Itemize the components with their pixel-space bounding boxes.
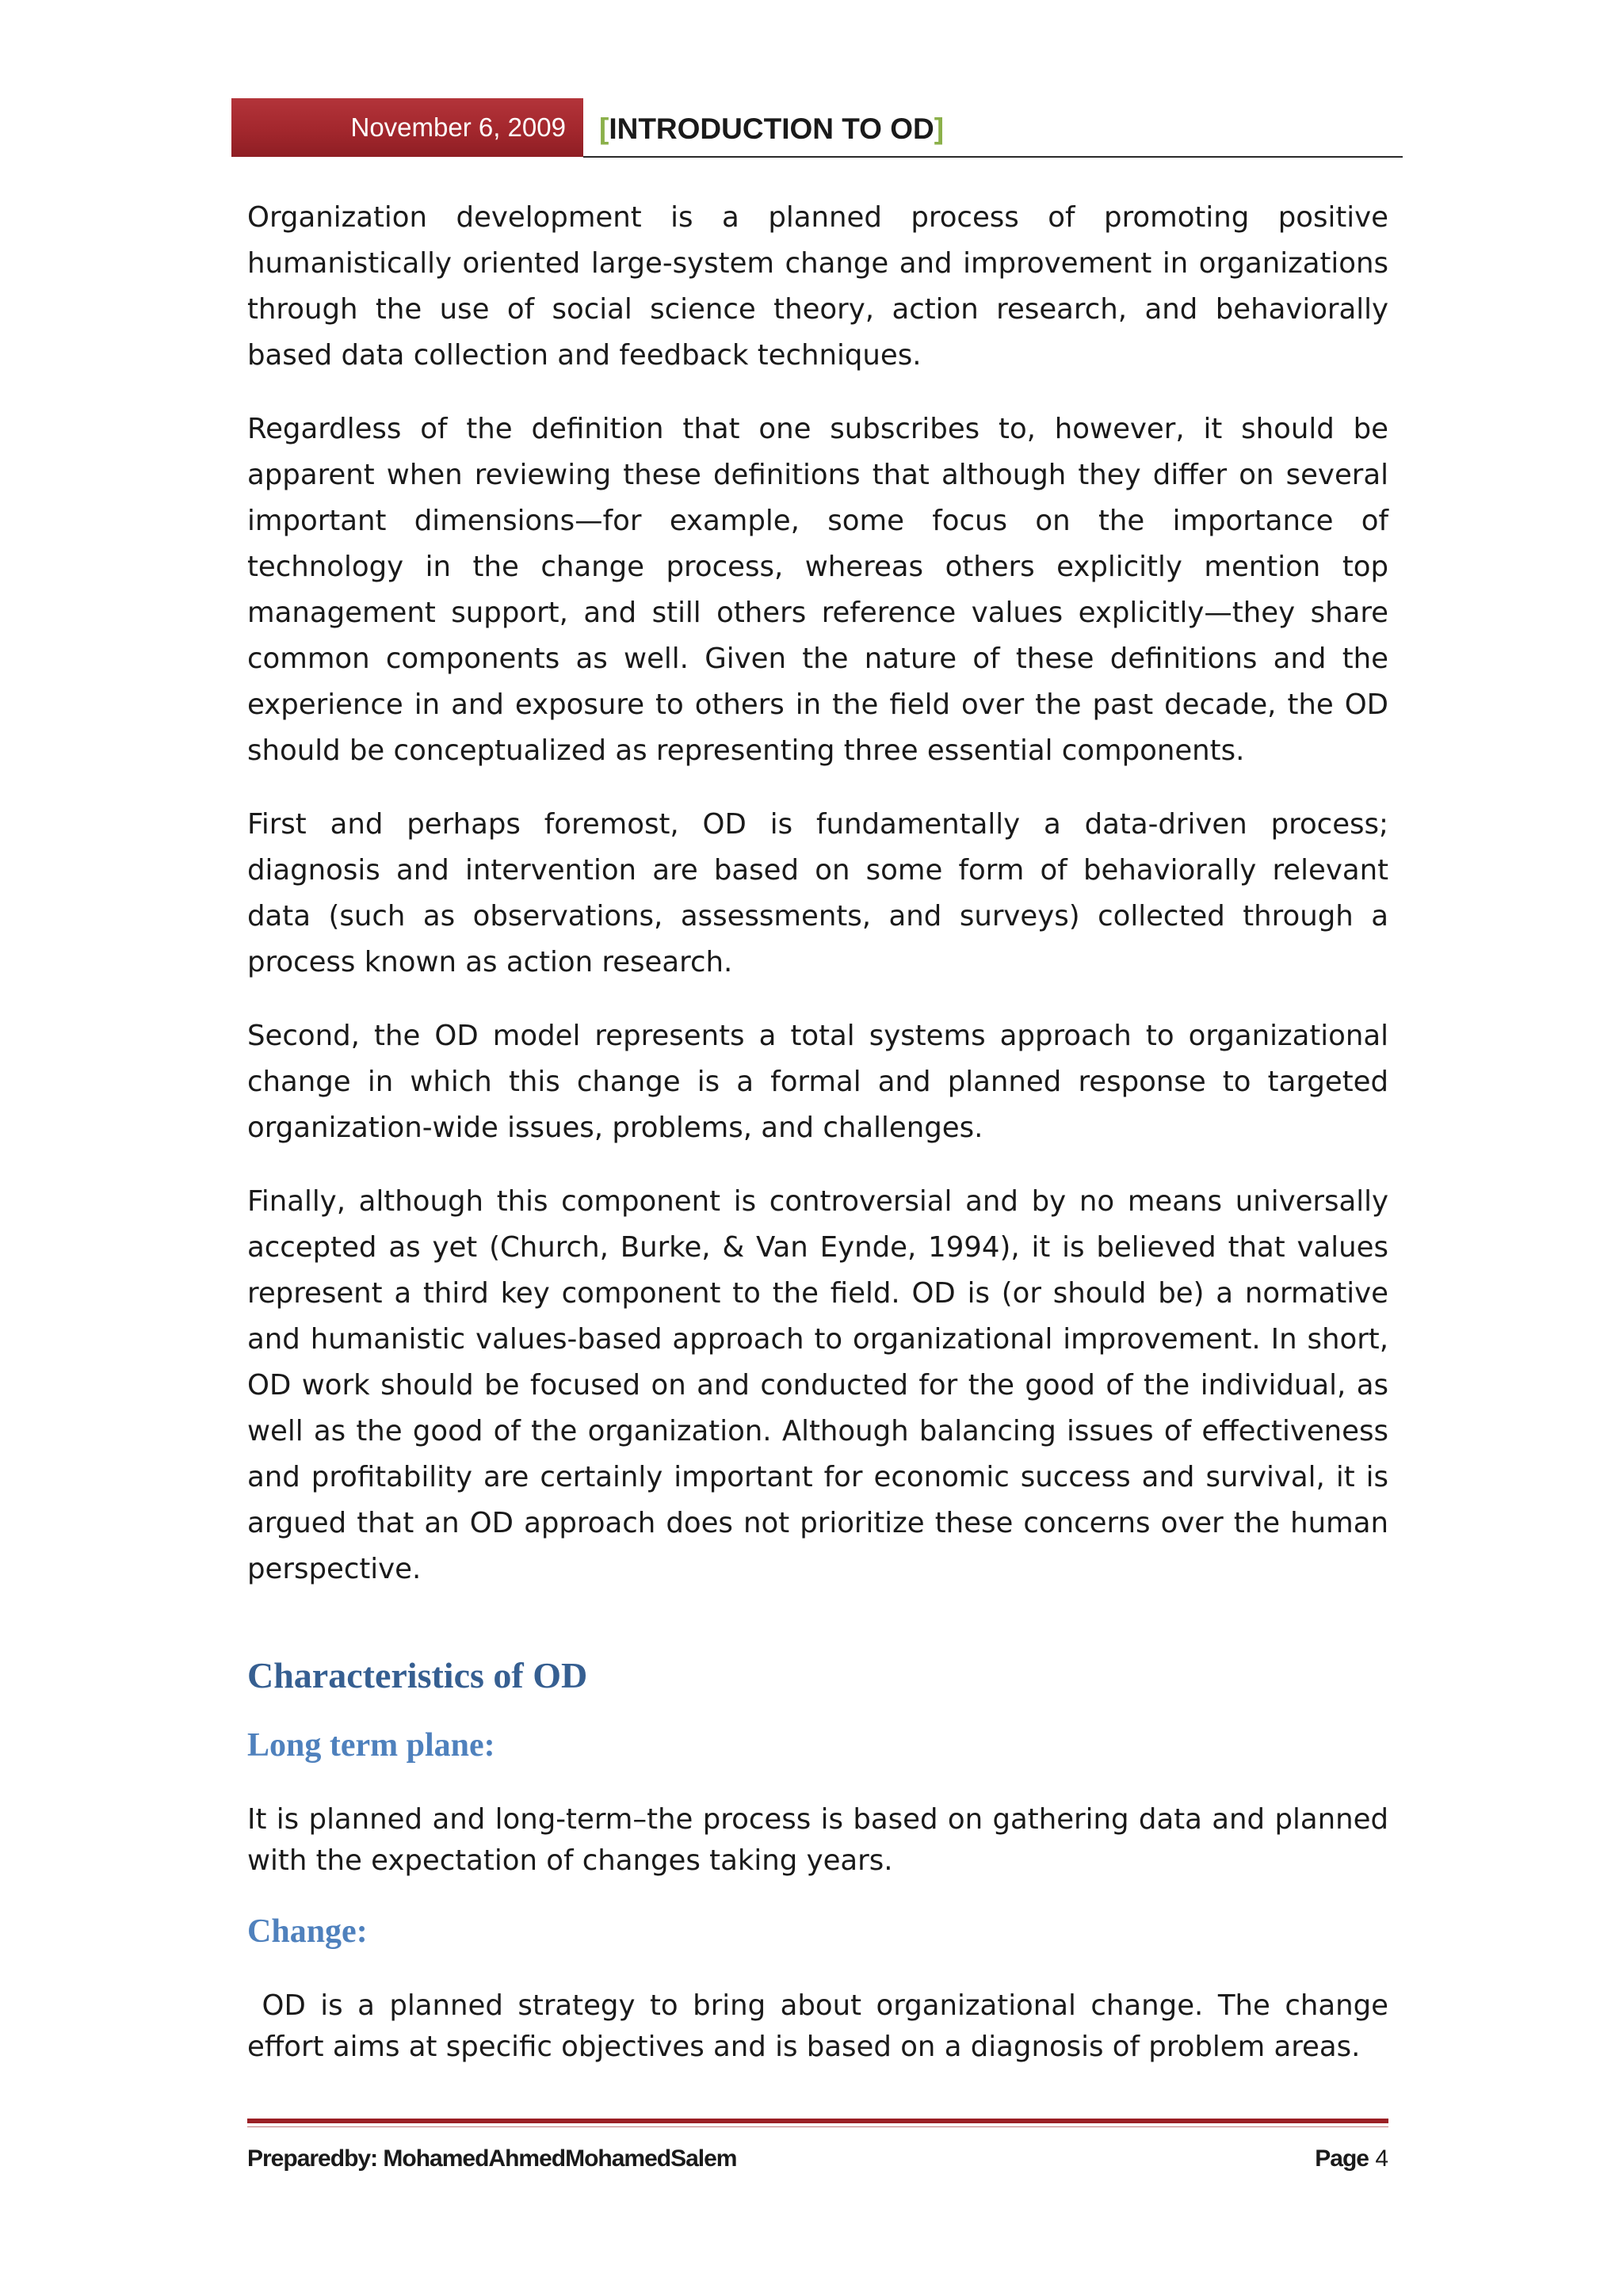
- header-title-text: INTRODUCTION TO OD: [609, 113, 934, 145]
- footer-divider-thin: [247, 2126, 1388, 2127]
- body-paragraph: First and perhaps foremost, OD is fundamentally a data-driven process; diagnosis and intervention are based on some form of behaviorally relevant data (such as observations, assessments, and surveys) collected through a process known as action research.: [247, 808, 1388, 978]
- section-heading: Characteristics of OD: [247, 1655, 588, 1695]
- body-paragraph: Finally, although this component is controversial and by no means universally accepted as yet (Church, Burke, & Van Eynde, 1994), it is believed that values represent a third key component to the field. OD is (or should be) a normative and humanistic values-based approach to organizational improvement. In short, OD work should be focused on and conducted for the good of the individual, as well as the good of the organization. Although balancing issues of effectiveness and profitability are certainly important for economic success and survival, it is argued that an OD approach does not prioritize these concerns over the human perspective.: [247, 1185, 1388, 1585]
- body-paragraph: Second, the OD model represents a total systems approach to organizational change in which this change is a formal and planned response to targeted organization-wide issues, problems, and challenges.: [247, 1020, 1388, 1144]
- subsection-heading: Change:: [247, 1913, 368, 1950]
- header-divider: [583, 156, 1403, 158]
- footer-prepared-by: Preparedby: MohamedAhmedMohamedSalem: [247, 2145, 737, 2172]
- header-date: November 6, 2009: [350, 113, 566, 142]
- footer-page: [1315, 2145, 1388, 2172]
- header-bracket-open: [: [599, 113, 609, 145]
- page-number: 4: [1375, 2145, 1388, 2172]
- header-bracket-close: ]: [934, 113, 945, 145]
- footer-page-label: Page: [1315, 2145, 1369, 2172]
- document-body: [247, 195, 1388, 2096]
- body-paragraph: Regardless of the definition that one subscribes to, however, it should be apparent when reviewing these definitions that although they differ on several important dimensions—for example, some focus on the importance of technology in the change process, whereas others explicitly mention top management support, and still others reference values explicitly—they share common components as well. Given the nature of these definitions and the experience in and exposure to others in the field over the past decade, the OD should be conceptualized as representing three essential components.: [247, 413, 1388, 767]
- subsection-text-content: OD is a planned strategy to bring about organizational change. The change effort aims at specific objectives and is based on a diagnosis of problem areas.: [247, 1989, 1388, 2063]
- body-paragraph: Organization development is a planned process of promoting positive humanistically oriented large-system change and improvement in organizations through the use of social science theory, action research, and behaviorally based data collection and feedback techniques.: [247, 201, 1388, 372]
- subsection-text: [247, 1985, 1388, 2068]
- header-date-band: [231, 98, 583, 157]
- subsection-heading: Long term plane:: [247, 1727, 495, 1764]
- subsection-text: It is planned and long-term–the process is based on gathering data and planned with the expectation of changes taking years.: [247, 1803, 1388, 1877]
- footer-divider: [247, 2119, 1388, 2123]
- header-title: [599, 106, 944, 152]
